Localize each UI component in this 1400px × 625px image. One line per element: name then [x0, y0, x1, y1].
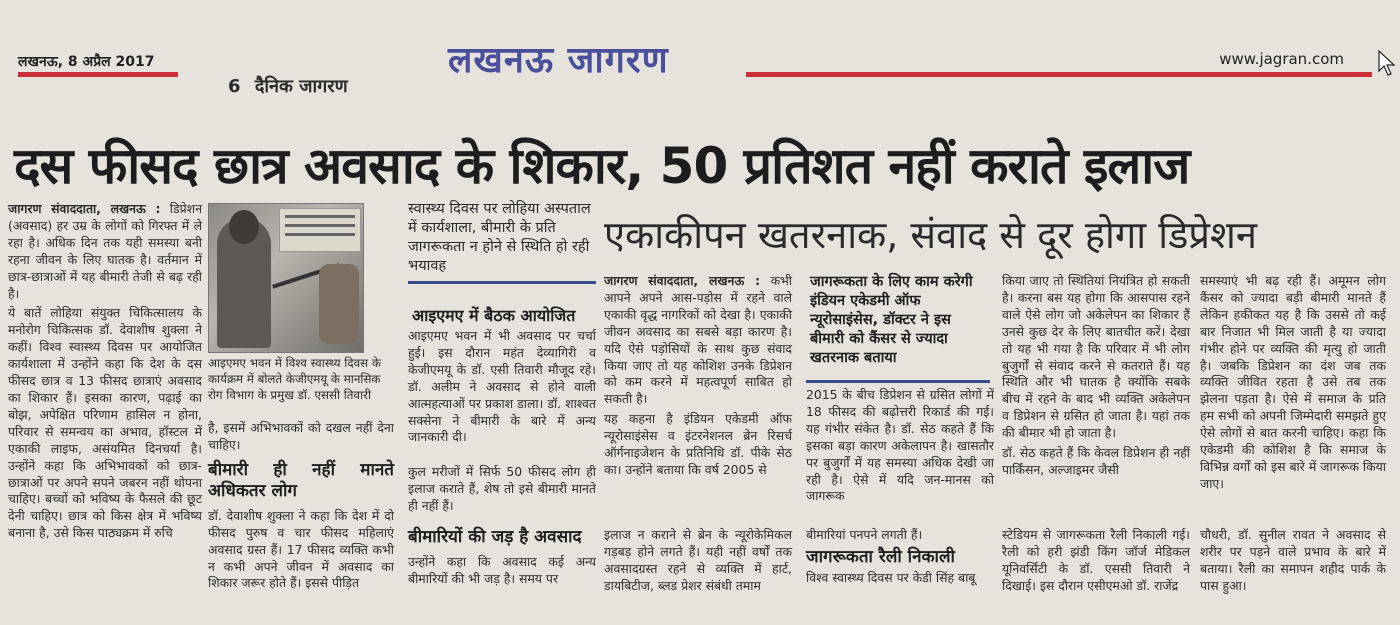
- col6-paragraph-2: डॉ. सेठ कहते हैं कि केवल डिप्रेशन ही नहीं पार्किंसन, अल्जाइमर जैसी: [1002, 445, 1190, 477]
- col2-paragraph-1: है, इसमें अभिभावकों को दखल नहीं देना चाहिए।: [208, 420, 394, 452]
- photo-banner: [279, 208, 361, 252]
- column-1: [8, 201, 202, 545]
- dateline: जागरण संवाददाता, लखनऊ :: [8, 201, 161, 216]
- event-photo: [208, 203, 364, 353]
- photo-caption: आइएमए भवन में विश्व स्वास्थ्य दिवस के कार्यक्रम में बोलते केजीएमयू के मानसिक रोग विभाग के प्रमुख डॉ. एससी तिवारी: [208, 356, 381, 402]
- column-5-lower: [806, 527, 994, 590]
- page-label: [228, 74, 348, 98]
- col4-dateline: जागरण संवाददाता, लखनऊ :: [604, 273, 761, 288]
- col4-paragraph-2: यह कहना है इंडियन एकेडमी ऑफ न्यूरोसाइंसेस व इंटरनेशनल ब्रेन रिसर्च ऑर्गनाइजेशन के प्रतिनिधि डॉ. पीके सेठ का। उन्होंने बताया कि वर्ष 2005 से: [604, 411, 792, 477]
- main-headline: दस फीसद छात्र अवसाद के शिकार, 50 प्रतिशत नहीं कराते इलाज: [14, 137, 1190, 195]
- column-5: [806, 387, 994, 508]
- col5-divider: [806, 380, 990, 383]
- page-number: 6: [228, 76, 241, 97]
- col2-paragraph-2: डॉ. देवाशीष शुक्ला ने कहा कि देश में दो फीसद पुरुष व चार फीसद महिलाएं अवसाद ग्रस्त हैं। 17 फीसद व्यक्ति कभी न कभी अपने जीवन में अवसाद का शिकार जरूर होते हैं। इससे पीड़ित: [208, 507, 394, 591]
- header-rule-left: [18, 72, 178, 77]
- col3-paragraph-2: कुल मरीजों में सिर्फ 50 फीसद लोग ही इलाज कराते हैं, शेष तो इसे बीमारी मानते ही नहीं हैं।: [408, 464, 596, 514]
- col3-divider: [408, 281, 596, 284]
- mouse-cursor-icon: [1378, 50, 1396, 76]
- col6-paragraph-1: किया जाए तो स्थितियां नियंत्रित हो सकती है। करना बस यह होगा कि आसपास रहने वाले ऐसे लोग जो अकेलेपन का शिकार हैं उनसे कुछ देर के लिए बातचीत करें। देखा तो यह भी गया है कि परिवार में भी लोग बुजुर्गों से संवाद करने से कतराते हैं। यह स्थिति और भी घातक है क्योंकि सबके बीच में रहने के बाद भी व्यक्ति अकेलेपन व डिप्रेशन से ग्रसित हो जाता है। यहां तक की बीमार भी हो जाता है।: [1002, 273, 1190, 441]
- col7-paragraph-1: समस्याएं भी बढ़ रही हैं। अमूमन लोग कैंसर को ज्यादा बड़ी बीमारी मानते हैं लेकिन हकीकत यह है कि उससे तो कई बार निजात भी मिल जाती है या ज्यादा गंभीर होने पर व्यक्ति की मृत्यु हो जाती है। जबकि डिप्रेशन का दंश जब तक व्यक्ति जीवित रहता है उसे तब तक झेलना पड़ता है। ऐसे में समाज के प्रति हम सभी को अपनी जिम्मेदारी समझते हुए ऐसे लोगों से बात करनी चाहिए। कहा कि एकेडमी की कोशिश है कि समाज के विभिन्न वर्गों को इस बारे में जागरूक किया जाए।: [1200, 273, 1386, 491]
- col4-paragraph-3: इलाज न कराने से ब्रेन के न्यूरोकेमिकल गड़बड़ होने लगते हैं। यही नहीं वर्षों तक अवसादग्रस्त रहने से व्यक्ति में हार्ट, डायबिटीज, ब्लड प्रेशर संबंधी तमाम: [604, 527, 792, 593]
- col3-pullquote: स्वास्थ्य दिवस पर लोहिया अस्पताल में कार्यशाला, बीमारी के प्रति जागरूकता न होने से स्थिति हो रही भयावह: [408, 201, 591, 274]
- col5-subheading: जागरूकता रैली निकाली: [806, 546, 955, 567]
- sub-headline: एकाकीपन खतरनाक, संवाद से दूर होगा डिप्रेशन: [604, 213, 1257, 257]
- col5-paragraph-3: विश्व स्वास्थ्य दिवस पर केडी सिंह बाबू: [806, 569, 976, 585]
- col2-subheading: बीमारी ही नहीं मानते अधिकतर लोग: [208, 459, 394, 501]
- col1-paragraph-2: ये बातें लोहिया संयुक्त चिकित्सालय के मनोरोग चिकित्सक डॉ. देवाशीष शुक्ला ने कहीं। विश्व स्वास्थ्य दिवस पर आयोजित कार्यशाला में उन्होंने कहा कि देश के दस फीसद छात्र व 13 फीसद छात्राएं अवसाद का शिकार हैं। इसका कारण, पढ़ाई का बोझ, अपेक्षित परिणाम हासिल न होना, परिवार से समन्वय का अभाव, हॉस्टल में एकाकी लाइफ, असंयमित दिनचर्या है। उन्होंने कहा कि अभिभावकों को छात्र-छात्राओं पर अपने सपने जबरन नहीं थोपना चाहिए। बच्चों को भविष्य के फैसले की छूट देनी चाहिए। छात्र को किस क्षेत्र में भविष्य बनाना है, उसे किस पाठ्यक्रम में रुचि: [8, 305, 202, 541]
- photo-audience: [319, 264, 359, 344]
- column-6-lower: [1002, 527, 1190, 598]
- col4-paragraph-1: कभी आपने अपने आस-पड़ोस में रहने वाले एकाकी वृद्ध नागरिकों को देखा है। एकाकी जीवन अवसाद का सबसे बड़ा कारण है। यदि ऐसे पड़ोसियों के साथ कुछ संवाद किया जाए तो यह कोशिश उनके डिप्रेशन को कम करने में महत्वपूर्ण साबित हो सकती है।: [604, 273, 792, 407]
- col5-paragraph-1: 2015 के बीच डिप्रेशन से ग्रसित लोगों में 18 फीसद की बढ़ोत्तरी रिकार्ड की गई। यह गंभीर संकेत है। डॉ. सेठ कहते हैं कि इसका बड़ा कारण अकेलापन है। खासतौर पर बुजुर्गों में यह समस्या अधिक देखी जा रही है। ऐसे में यदि जन-मानस को जागरूक: [806, 387, 994, 504]
- col3-box-text: आइएमए भवन में भी अवसाद पर चर्चा हुई। इस दौरान महंत देव्यागिरी व केजीएमयू के डॉ. एसी तिवारी मौजूद रहे। डॉ. अलीम ने अवसाद से होने वाली आत्महत्याओं पर प्रकाश डाला। डॉ. शाश्वत सक्सेना ने बीमारी के बारे में अन्य जानकारी दी।: [408, 328, 596, 445]
- column-7: [1200, 273, 1386, 496]
- col6-paragraph-3: स्टेडियम से जागरूकता रैली निकाली गई। रैली को हरी झंडी किंग जॉर्ज मेडिकल यूनिवर्सिटी के डॉ. एससी तिवारी ने दिखाई। इस दौरान एसीएमओ डॉ. राजेंद्र: [1002, 527, 1190, 593]
- column-2: [208, 420, 394, 595]
- website-url[interactable]: www.jagran.com: [1219, 50, 1344, 68]
- header-rule-right: [746, 72, 1372, 77]
- col3-paragraph-3: उन्होंने कहा कि अवसाद कई अन्य बीमारियों की भी जड़ है। समय पर: [408, 554, 596, 586]
- paper-name: दैनिक जागरण: [254, 76, 348, 97]
- column-6: [1002, 273, 1190, 482]
- col7-paragraph-2: चौधरी, डॉ. सुनील रावत ने अवसाद से शरीर पर पड़ने वाले प्रभाव के बारे में बताया। रैली का समापन शहीद पार्क के पास हुआ।: [1200, 527, 1386, 593]
- masthead-title: लखनऊ जागरण: [448, 40, 669, 81]
- column-7-lower: [1200, 527, 1386, 598]
- col1-paragraph-1: डिप्रेशन (अवसाद) हर उम्र के लोगों को गिरफ्त में ले रहा है। अधिक दिन तक यही समस्या बनी रहना जीवन के लिए घातक है। वर्तमान में छात्र-छात्राओं में यह बीमारी तेजी से बढ़ रही है।: [8, 201, 202, 301]
- column-4: [604, 273, 792, 482]
- col5-pullquote: जागरूकता के लिए काम करेगी इंडियन एकेडमी ऑफ न्यूरोसाइंसेस, डॉक्टर ने इस बीमारी को कैंसर से ज्यादा खतरनाक बताया: [810, 274, 973, 366]
- col5-paragraph-2: बीमारियां पनपने लगती हैं।: [806, 527, 923, 542]
- column-4-lower: [604, 527, 792, 598]
- photo-speaker-head: [229, 210, 259, 244]
- edition-date: लखनऊ, 8 अप्रैल 2017: [18, 54, 155, 70]
- imaa-box-heading: आइएमए में बैठक आयोजित: [412, 306, 576, 325]
- col3-subheading: बीमारियों की जड़ है अवसाद: [408, 527, 582, 548]
- column-3: [408, 328, 596, 591]
